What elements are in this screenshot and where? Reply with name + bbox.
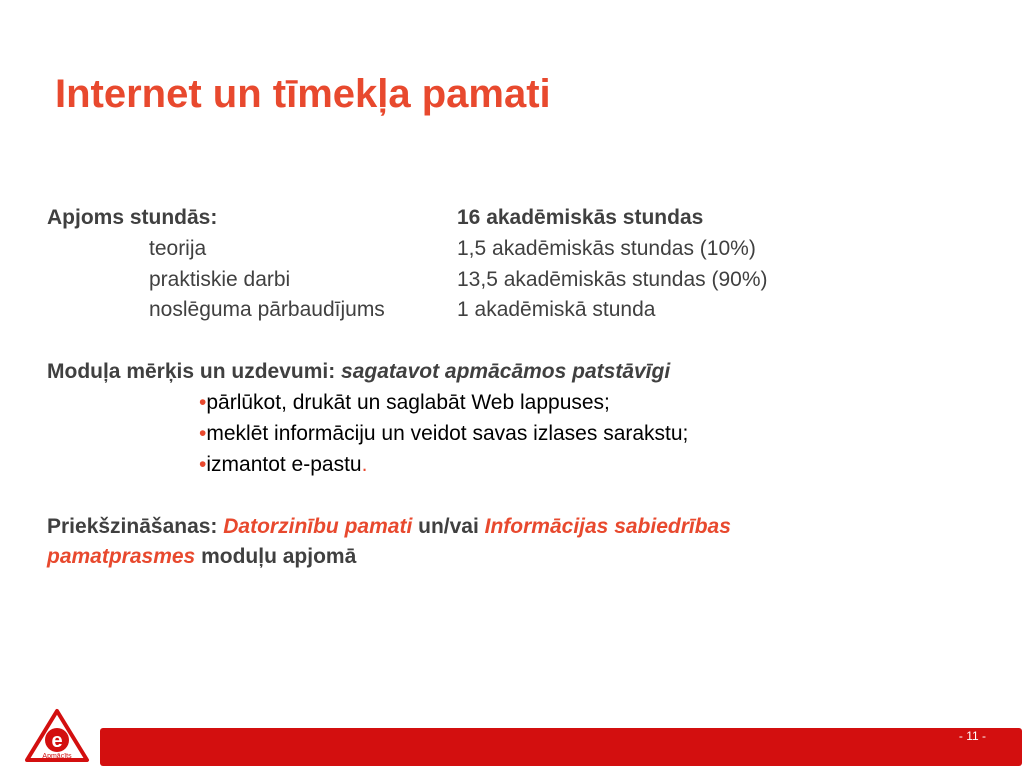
logo-text: Apmācīts — [42, 753, 72, 760]
bullet-icon: • — [199, 422, 207, 445]
list-item-text: izmantot e-pastu — [206, 453, 362, 476]
prerequisites-label: Priekšzināšanas: — [47, 515, 224, 538]
footer-bar — [100, 728, 1022, 766]
list-item-text: pārlūkot, drukāt un saglabāt Web lappuses; — [206, 391, 610, 414]
volume-row-name: praktiskie darbi — [149, 268, 291, 291]
prerequisites-line-2 — [47, 543, 356, 571]
volume-row-value: 13,5 akadēmiskās stundas (90%) — [457, 268, 768, 291]
volume-row-value: 1 akadēmiskā stunda — [457, 298, 656, 321]
list-item — [199, 420, 688, 448]
prerequisites-line-1 — [47, 513, 731, 541]
list-item — [199, 389, 610, 417]
prerequisites-suffix: moduļu apjomā — [195, 545, 357, 568]
prerequisites-connector: un/vai — [412, 515, 485, 538]
list-item — [199, 451, 367, 479]
prerequisite-module-2: Informācijas sabiedrības — [484, 515, 731, 538]
volume-row-name: noslēguma pārbaudījums — [149, 298, 385, 321]
logo-triangle-icon — [24, 708, 90, 766]
volume-total: 16 akadēmiskās stundas — [457, 206, 704, 229]
volume-label: Apjoms stundās: — [47, 206, 218, 229]
goals-heading — [47, 358, 670, 386]
bullet-icon: • — [199, 391, 207, 414]
volume-row-value: 1,5 akadēmiskās stundas (10%) — [457, 237, 756, 260]
logo — [24, 708, 90, 766]
goals-emphasis: sagatavot apmācāmos patstāvīgi — [341, 360, 671, 383]
slide-title: Internet un tīmekļa pamati — [55, 72, 551, 116]
bullet-icon: • — [199, 453, 207, 476]
list-item-suffix: . — [361, 453, 368, 476]
volume-row-name: teorija — [149, 237, 207, 260]
prerequisite-module-1: Datorzinību pamati — [223, 515, 413, 538]
goals-label: Moduļa mērķis un uzdevumi: — [47, 360, 342, 383]
logo-letter: e — [51, 730, 63, 752]
list-item-text: meklēt informāciju un veidot savas izlases sarakstu; — [206, 422, 689, 445]
prerequisite-module-2-cont: pamatprasmes — [47, 545, 196, 568]
page-number: - 11 - — [958, 729, 986, 743]
